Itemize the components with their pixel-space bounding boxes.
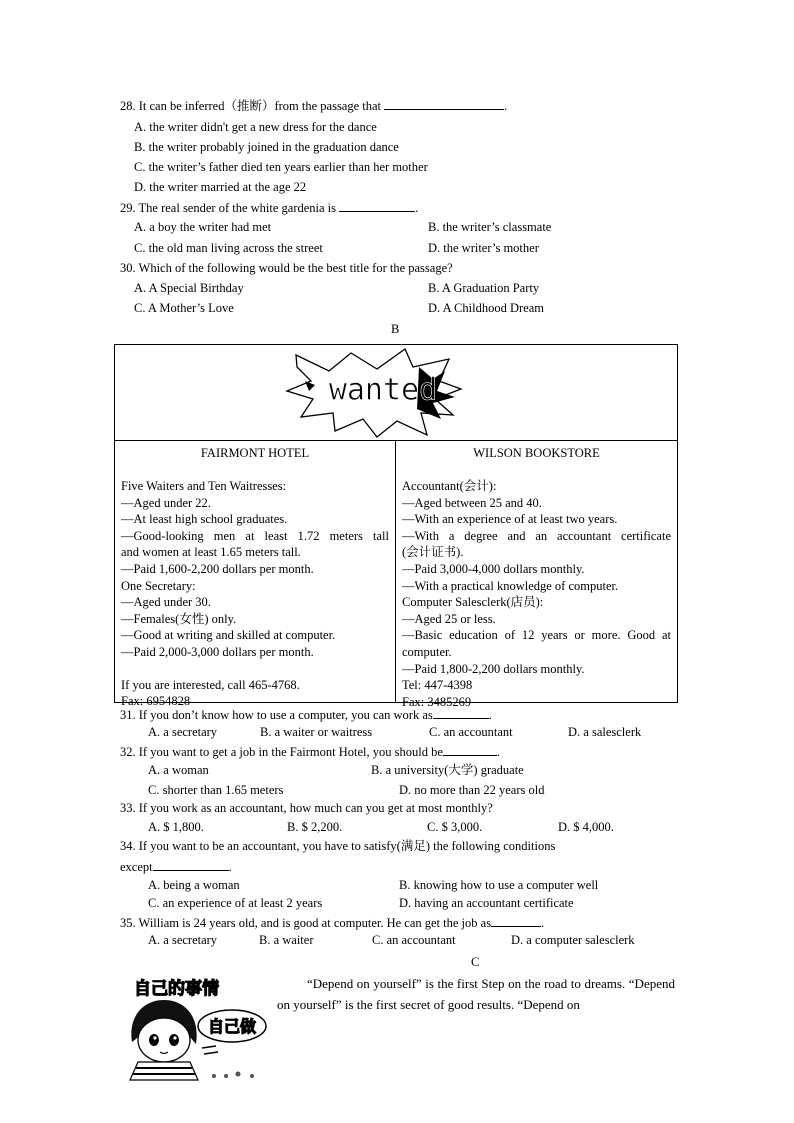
bookstore-line: —Aged between 25 and 40.: [402, 495, 542, 510]
q35-blank[interactable]: [491, 914, 541, 927]
bookstore-line: Accountant(会计):: [402, 479, 497, 493]
q28-option-c[interactable]: C. the writer’s father died ten years earlier than her mother: [134, 160, 428, 174]
right-eye-icon: [169, 1034, 179, 1046]
q33-option-d[interactable]: D. $ 4,000.: [558, 820, 614, 834]
q34-option-b[interactable]: B. knowing how to use a computer well: [399, 878, 599, 892]
q32-blank[interactable]: [443, 743, 497, 756]
q29-blank[interactable]: [339, 199, 415, 212]
bookstore-line: —Basic education of 12 years or more. Good at: [402, 628, 671, 643]
q32-stem: 32. If you want to get a job in the Fairmont Hotel, you should be .: [120, 745, 500, 759]
hotel-line: One Secretary:: [121, 578, 196, 593]
q34-blank[interactable]: [153, 858, 229, 871]
section-c-heading: C: [471, 955, 480, 969]
hotel-contact: If you are interested, call 465-4768.: [121, 677, 300, 692]
q34-stem-continued: except .: [120, 860, 232, 874]
q28-option-d[interactable]: D. the writer married at the age 22: [134, 180, 307, 194]
hotel-line: —At least high school graduates.: [121, 512, 288, 527]
q34-stem: 34. If you want to be an accountant, you have to satisfy(满足) the following conditions: [120, 839, 556, 853]
q31-blank[interactable]: [433, 706, 489, 719]
q35-option-c[interactable]: C. an accountant: [372, 933, 456, 947]
left-eye-icon: [149, 1034, 159, 1046]
q34-option-a[interactable]: A. being a woman: [148, 878, 240, 892]
q33-option-c[interactable]: C. $ 3,000.: [427, 820, 483, 834]
q32-option-a[interactable]: A. a woman: [148, 763, 209, 777]
passage-c-text: “Depend on yourself” is the first Step on the road to dreams. “Depend on yourself” is the first secret of good results. “Depend on: [277, 976, 675, 1012]
fairmont-hotel-column: [115, 440, 395, 709]
q31-stem: 31. If you don’t know how to use a computer, you can work as .: [120, 708, 492, 722]
section-b-heading: B: [391, 322, 400, 336]
q29-option-b[interactable]: B. the writer’s classmate: [428, 220, 552, 234]
q33-option-a[interactable]: A. $ 1,800.: [148, 820, 204, 834]
q28-option-a[interactable]: A. the writer didn't get a new dress for the dance: [134, 120, 377, 134]
q32-option-c[interactable]: C. shorter than 1.65 meters: [148, 783, 284, 797]
hotel-line: —Good at writing and skilled at computer.: [121, 628, 336, 643]
q28-stem: 28. It can be inferred（推断）from the passage that .: [120, 99, 508, 113]
passage-c: [277, 973, 675, 1015]
bookstore-line: —Paid 3,000-4,000 dollars monthly.: [402, 561, 585, 576]
banner-wanted-text: wanted: [328, 372, 438, 408]
bookstore-line: —With a practical knowledge of computer.: [402, 578, 619, 593]
q31-option-a[interactable]: A. a secretary: [148, 725, 218, 739]
q33-option-b[interactable]: B. $ 2,200.: [287, 820, 343, 834]
hotel-line: —Paid 2,000-3,000 dollars per month.: [121, 644, 314, 659]
wanted-ad-table: [114, 344, 678, 709]
q28-blank[interactable]: [384, 97, 504, 110]
bookstore-line: —With an experience of at least two years.: [402, 512, 618, 527]
q34-option-c[interactable]: C. an experience of at least 2 years: [148, 896, 323, 910]
q30-option-c[interactable]: C. A Mother’s Love: [134, 301, 234, 315]
hotel-line: —Aged under 30.: [121, 595, 211, 610]
q28-option-b[interactable]: B. the writer probably joined in the graduation dance: [134, 140, 399, 154]
bookstore-line: (会计证书).: [402, 545, 464, 560]
q35-stem: 35. William is 24 years old, and is good at computer. He can get the job as .: [120, 916, 545, 930]
fairmont-hotel-title: FAIRMONT HOTEL: [200, 446, 310, 460]
q29-stem: 29. The real sender of the white gardenia is .: [120, 201, 419, 215]
bookstore-tel: Tel: 447-4398: [402, 678, 473, 693]
bookstore-line: Computer Salesclerk(店员):: [402, 595, 544, 610]
q35-option-a[interactable]: A. a secretary: [148, 933, 218, 947]
q31-option-c[interactable]: C. an accountant: [429, 725, 513, 739]
bookstore-fax: Fax: 3485269: [402, 694, 472, 709]
starburst-icon: [115, 345, 677, 440]
wilson-bookstore-title: WILSON BOOKSTORE: [473, 446, 600, 460]
hotel-line: Five Waiters and Ten Waitresses:: [121, 479, 287, 493]
q29-option-a[interactable]: A. a boy the writer had met: [134, 220, 272, 234]
q32-option-d[interactable]: D. no more than 22 years old: [399, 783, 545, 797]
q30-option-d[interactable]: D. A Childhood Dream: [428, 301, 544, 315]
hotel-line: —Females(女性) only.: [121, 611, 237, 626]
q29-option-c[interactable]: C. the old man living across the street: [134, 241, 323, 255]
bookstore-line: —Aged 25 or less.: [402, 611, 496, 626]
cartoon-caption-bubble: 自己做: [207, 1017, 257, 1036]
hotel-fax: Fax: 6954828: [121, 694, 191, 709]
q32-option-b[interactable]: B. a university(大学) graduate: [371, 763, 524, 777]
wilson-bookstore-column: [396, 440, 677, 709]
face-icon: [138, 1018, 190, 1062]
q34-option-d[interactable]: D. having an accountant certificate: [399, 896, 574, 910]
q35-option-b[interactable]: B. a waiter: [259, 933, 314, 947]
q30-option-a[interactable]: A. A Special Birthday: [134, 281, 244, 295]
q30-option-b[interactable]: B. A Graduation Party: [428, 281, 540, 295]
cartoon-caption-top: 自己的事情: [134, 979, 219, 999]
q30-stem: 30. Which of the following would be the best title for the passage?: [120, 261, 453, 275]
wanted-banner: [115, 345, 677, 441]
cartoon-girl-illustration: [120, 968, 270, 1083]
q31-option-b[interactable]: B. a waiter or waitress: [260, 725, 373, 739]
hotel-line: —Good-looking men at least 1.72 meters tall: [121, 528, 389, 543]
q35-option-d[interactable]: D. a computer salesclerk: [511, 933, 635, 947]
q29-option-d[interactable]: D. the writer’s mother: [428, 241, 539, 255]
bookstore-line: —With a degree and an accountant certificate: [402, 528, 671, 543]
bookstore-line: —Paid 1,800-2,200 dollars monthly.: [402, 661, 585, 676]
hotel-line: —Paid 1,600-2,200 dollars per month.: [121, 561, 314, 576]
q33-stem: 33. If you work as an accountant, how much can you get at most monthly?: [120, 801, 493, 815]
q31-option-d[interactable]: D. a salesclerk: [568, 725, 642, 739]
hotel-line: —Aged under 22.: [121, 495, 211, 510]
shirt-icon: [130, 1062, 198, 1080]
bookstore-line: computer.: [402, 644, 452, 659]
hotel-line: and women at least 1.65 meters tall.: [121, 545, 301, 560]
